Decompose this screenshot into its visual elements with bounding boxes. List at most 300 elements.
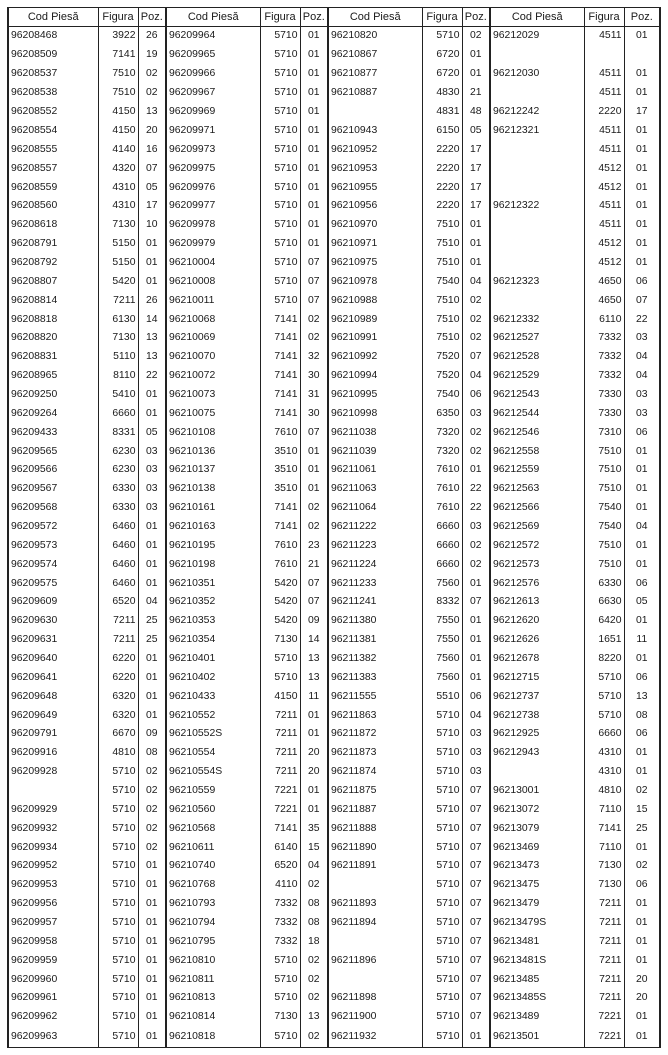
figura-cell: 5710 [98,952,138,971]
cod-piesa-cell: 96210989 [328,310,422,329]
figura-cell: 5710 [98,895,138,914]
cod-piesa-cell: 96211223 [328,537,422,556]
poz-cell: 07 [624,291,660,310]
cod-piesa-cell: 96211890 [328,838,422,857]
figura-cell: 4511 [584,197,624,216]
poz-cell: 01 [138,254,166,273]
figura-cell: 7540 [422,386,462,405]
poz-cell: 01 [300,84,328,103]
poz-cell: 07 [300,593,328,612]
cod-piesa-cell: 96212029 [490,27,584,47]
figura-cell: 4310 [584,744,624,763]
figura-cell: 6660 [98,405,138,424]
cod-piesa-cell: 96209966 [166,65,260,84]
cod-piesa-cell: 96210795 [166,933,260,952]
figura-cell: 7510 [584,555,624,574]
cod-piesa-cell: 96213485S [490,989,584,1008]
poz-cell: 02 [462,537,490,556]
cod-piesa-cell: 96210794 [166,914,260,933]
figura-cell: 7510 [422,310,462,329]
table-row [8,669,660,688]
figura-cell: 6420 [584,612,624,631]
poz-cell: 21 [462,84,490,103]
table-row [8,480,660,499]
poz-cell: 06 [462,687,490,706]
figura-cell: 4512 [584,235,624,254]
figura-cell: 7550 [422,631,462,650]
poz-cell: 19 [138,46,166,65]
poz-cell: 02 [138,65,166,84]
poz-cell: 07 [300,254,328,273]
poz-cell: 01 [624,914,660,933]
table-row [8,838,660,857]
figura-cell: 5710 [260,103,300,122]
cod-piesa-cell: 96208818 [8,310,98,329]
figura-cell: 6720 [422,65,462,84]
figura-cell: 6720 [422,46,462,65]
parts-index-table [7,7,661,1048]
poz-cell: 07 [462,348,490,367]
figura-cell: 5710 [260,27,300,47]
header-poz: Poz. [138,8,166,27]
cod-piesa-cell: 96212322 [490,197,584,216]
cod-piesa-cell: 96210811 [166,970,260,989]
poz-cell: 01 [138,952,166,971]
poz-cell: 01 [462,612,490,631]
table-row [8,801,660,820]
figura-cell: 4310 [98,178,138,197]
figura-cell: 5710 [260,235,300,254]
cod-piesa-cell: 96209572 [8,518,98,537]
cod-piesa-cell: 96211383 [328,669,422,688]
figura-cell: 7510 [422,235,462,254]
poz-cell: 04 [462,706,490,725]
poz-cell: 01 [624,27,660,47]
cod-piesa-cell: 96209963 [8,1027,98,1048]
figura-cell: 6230 [98,461,138,480]
cod-piesa-cell: 96209264 [8,405,98,424]
figura-cell: 5710 [422,989,462,1008]
cod-piesa-cell: 96209956 [8,895,98,914]
cod-piesa-cell: 96210433 [166,687,260,706]
poz-cell: 01 [624,895,660,914]
poz-cell: 01 [624,537,660,556]
cod-piesa-cell: 96211061 [328,461,422,480]
poz-cell: 09 [300,612,328,631]
figura-cell: 7540 [584,518,624,537]
poz-cell: 01 [300,801,328,820]
figura-cell: 5710 [260,46,300,65]
poz-cell: 22 [462,480,490,499]
table-row [8,612,660,631]
cod-piesa-cell: 96209979 [166,235,260,254]
poz-cell: 02 [300,1027,328,1048]
cod-piesa-cell: 96211887 [328,801,422,820]
poz-cell: 10 [138,216,166,235]
poz-cell: 06 [624,876,660,895]
cod-piesa-cell: 96209952 [8,857,98,876]
figura-cell: 5710 [98,801,138,820]
cod-piesa-cell: 96211063 [328,480,422,499]
figura-cell: 7211 [98,612,138,631]
figura-cell: 7310 [584,423,624,442]
cod-piesa-cell: 96212576 [490,574,584,593]
figura-cell: 7130 [260,1008,300,1027]
poz-cell: 13 [624,687,660,706]
table-row [8,1027,660,1048]
figura-cell: 4140 [98,141,138,160]
figura-cell: 7610 [422,461,462,480]
poz-cell: 01 [462,574,490,593]
poz-cell: 01 [462,46,490,65]
cod-piesa-cell: 96211241 [328,593,422,612]
cod-piesa-cell: 96210136 [166,442,260,461]
poz-cell: 13 [300,669,328,688]
poz-cell: 03 [624,329,660,348]
figura-cell: 5710 [98,782,138,801]
poz-cell: 01 [300,235,328,254]
cod-piesa-cell: 96210975 [328,254,422,273]
figura-cell: 7211 [584,970,624,989]
poz-cell: 05 [462,122,490,141]
table-row [8,518,660,537]
figura-cell: 5710 [584,687,624,706]
figura-cell: 7221 [260,782,300,801]
cod-piesa-cell: 96209568 [8,499,98,518]
figura-cell: 5420 [260,593,300,612]
cod-piesa-cell [328,933,422,952]
cod-piesa-cell: 96212544 [490,405,584,424]
poz-cell: 06 [462,386,490,405]
poz-cell: 07 [300,423,328,442]
figura-cell: 6220 [98,669,138,688]
poz-cell: 03 [138,461,166,480]
figura-cell: 5710 [422,27,462,47]
table-body [8,27,660,1048]
cod-piesa-cell: 96210818 [166,1027,260,1048]
poz-cell: 02 [462,27,490,47]
cod-piesa-cell: 96211875 [328,782,422,801]
cod-piesa-cell: 96209641 [8,669,98,688]
cod-piesa-cell [490,159,584,178]
cod-piesa-cell [490,141,584,160]
figura-cell: 6460 [98,537,138,556]
figura-cell: 5710 [422,895,462,914]
poz-cell: 01 [624,650,660,669]
cod-piesa-cell: 96210352 [166,593,260,612]
poz-cell: 07 [462,933,490,952]
figura-cell: 6330 [98,499,138,518]
figura-cell: 7332 [584,348,624,367]
figura-cell: 5710 [260,291,300,310]
figura-cell: 5710 [422,857,462,876]
table-row [8,876,660,895]
poz-cell: 01 [624,763,660,782]
figura-cell: 5710 [260,970,300,989]
table-row [8,27,660,47]
poz-cell: 02 [624,857,660,876]
table-row [8,178,660,197]
cod-piesa-cell: 96213079 [490,820,584,839]
cod-piesa-cell [490,216,584,235]
figura-cell: 4511 [584,141,624,160]
figura-cell: 1651 [584,631,624,650]
table-row [8,593,660,612]
figura-cell: 7110 [584,801,624,820]
table-row [8,725,660,744]
cod-piesa-cell: 96211038 [328,423,422,442]
poz-cell: 01 [300,159,328,178]
figura-cell: 5710 [260,254,300,273]
figura-cell: 2220 [422,141,462,160]
cod-piesa-cell: 96210163 [166,518,260,537]
figura-cell: 5420 [98,273,138,292]
cod-piesa-cell: 96211039 [328,442,422,461]
poz-cell: 01 [624,952,660,971]
figura-cell: 7130 [584,857,624,876]
poz-cell: 01 [624,555,660,574]
table-row [8,197,660,216]
poz-cell: 01 [624,838,660,857]
figura-cell: 6320 [98,706,138,725]
cod-piesa-cell: 96212558 [490,442,584,461]
cod-piesa-cell: 96208965 [8,367,98,386]
table-row [8,914,660,933]
poz-cell: 06 [624,423,660,442]
poz-cell: 03 [624,405,660,424]
figura-cell: 7510 [422,254,462,273]
cod-piesa-cell: 96209433 [8,423,98,442]
cod-piesa-cell: 96213485 [490,970,584,989]
cod-piesa-cell: 96208538 [8,84,98,103]
figura-cell: 2220 [422,178,462,197]
table-row [8,461,660,480]
cod-piesa-cell: 96210161 [166,499,260,518]
poz-cell: 20 [624,970,660,989]
cod-piesa-cell: 96208618 [8,216,98,235]
figura-cell: 7510 [422,291,462,310]
poz-cell: 03 [462,744,490,763]
figura-cell: 7130 [584,876,624,895]
poz-cell: 02 [300,499,328,518]
figura-cell: 7211 [584,989,624,1008]
poz-cell: 07 [300,574,328,593]
poz-cell: 22 [462,499,490,518]
figura-cell: 7141 [260,386,300,405]
figura-cell: 7141 [260,518,300,537]
cod-piesa-cell: 96210351 [166,574,260,593]
table-row [8,423,660,442]
figura-cell: 7211 [260,763,300,782]
figura-cell: 5710 [422,1008,462,1027]
figura-cell: 7211 [260,706,300,725]
poz-cell: 02 [138,801,166,820]
table-row [8,706,660,725]
figura-cell: 5420 [260,612,300,631]
poz-cell: 08 [300,914,328,933]
poz-cell: 07 [462,914,490,933]
header-figura: Figura [584,8,624,27]
poz-cell: 01 [624,122,660,141]
table-row [8,367,660,386]
poz-cell: 14 [300,631,328,650]
cod-piesa-cell: 96210956 [328,197,422,216]
figura-cell: 7211 [584,914,624,933]
poz-cell: 07 [462,820,490,839]
figura-cell: 6350 [422,405,462,424]
figura-cell: 3510 [260,461,300,480]
table-row [8,442,660,461]
poz-cell: 13 [138,103,166,122]
poz-cell: 02 [624,782,660,801]
poz-cell: 01 [138,914,166,933]
cod-piesa-cell: 96210568 [166,820,260,839]
poz-cell: 20 [300,763,328,782]
figura-cell: 3510 [260,480,300,499]
header-figura: Figura [260,8,300,27]
cod-piesa-cell: 96213481 [490,933,584,952]
figura-cell: 4150 [98,103,138,122]
cod-piesa-cell: 96212737 [490,687,584,706]
figura-cell: 7560 [422,574,462,593]
cod-piesa-cell: 96211381 [328,631,422,650]
cod-piesa-cell: 96210998 [328,405,422,424]
figura-cell: 5710 [584,706,624,725]
cod-piesa-cell: 96208814 [8,291,98,310]
cod-piesa-cell: 96213072 [490,801,584,820]
figura-cell: 4320 [98,159,138,178]
table-row [8,952,660,971]
figura-cell: 4511 [584,216,624,235]
cod-piesa-cell: 96210943 [328,122,422,141]
cod-piesa-cell: 96212546 [490,423,584,442]
poz-cell: 30 [300,405,328,424]
figura-cell: 5710 [260,65,300,84]
cod-piesa-cell: 96211863 [328,706,422,725]
cod-piesa-cell: 96210108 [166,423,260,442]
poz-cell: 01 [300,178,328,197]
figura-cell: 5710 [422,763,462,782]
poz-cell: 01 [300,122,328,141]
cod-piesa-cell: 96209649 [8,706,98,725]
figura-cell: 7141 [260,499,300,518]
cod-piesa-cell: 96212613 [490,593,584,612]
cod-piesa-cell [490,291,584,310]
cod-piesa-cell: 96211893 [328,895,422,914]
poz-cell: 04 [300,857,328,876]
cod-piesa-cell: 96210971 [328,235,422,254]
table-row [8,1008,660,1027]
poz-cell: 01 [138,1008,166,1027]
figura-cell: 5710 [98,989,138,1008]
poz-cell: 02 [138,763,166,782]
figura-cell: 8331 [98,423,138,442]
figura-cell: 7130 [260,631,300,650]
cod-piesa-cell: 96209960 [8,970,98,989]
cod-piesa-cell: 96213473 [490,857,584,876]
poz-cell: 13 [138,348,166,367]
cod-piesa-cell: 96213001 [490,782,584,801]
poz-cell: 02 [138,782,166,801]
figura-cell: 5710 [260,159,300,178]
cod-piesa-cell: 96211555 [328,687,422,706]
header-cod-piesa: Cod Piesă [166,8,260,27]
poz-cell: 01 [138,706,166,725]
figura-cell: 5710 [260,178,300,197]
poz-cell: 07 [462,1008,490,1027]
poz-cell: 07 [462,838,490,857]
table-row [8,970,660,989]
cod-piesa-cell: 96210988 [328,291,422,310]
cod-piesa-cell: 96210354 [166,631,260,650]
header-cod-piesa: Cod Piesă [328,8,422,27]
poz-cell: 02 [462,291,490,310]
poz-cell: 02 [300,876,328,895]
cod-piesa-cell: 96208820 [8,329,98,348]
poz-cell: 02 [462,555,490,574]
figura-cell: 4512 [584,159,624,178]
figura-cell: 7332 [584,329,624,348]
figura-cell: 6150 [422,122,462,141]
poz-cell: 07 [462,593,490,612]
cod-piesa-cell: 96208559 [8,178,98,197]
cod-piesa-cell: 96210552S [166,725,260,744]
figura-cell: 5710 [422,838,462,857]
cod-piesa-cell: 96208468 [8,27,98,47]
poz-cell: 06 [624,725,660,744]
poz-cell: 02 [300,970,328,989]
figura-cell: 6630 [584,593,624,612]
poz-cell: 07 [462,876,490,895]
poz-cell: 02 [138,838,166,857]
cod-piesa-cell: 96213501 [490,1027,584,1048]
cod-piesa-cell: 96208807 [8,273,98,292]
poz-cell: 23 [300,537,328,556]
cod-piesa-cell: 96212563 [490,480,584,499]
cod-piesa-cell: 96209916 [8,744,98,763]
figura-cell: 5710 [98,820,138,839]
table-row [8,84,660,103]
figura-cell: 6520 [260,857,300,876]
poz-cell: 01 [624,84,660,103]
poz-cell: 26 [138,27,166,47]
poz-cell: 01 [462,216,490,235]
poz-cell: 01 [624,461,660,480]
poz-cell: 25 [624,820,660,839]
cod-piesa-cell: 96211380 [328,612,422,631]
figura-cell: 4650 [584,291,624,310]
poz-cell: 01 [138,235,166,254]
poz-cell: 11 [624,631,660,650]
cod-piesa-cell: 96212559 [490,461,584,480]
cod-piesa-cell: 96210994 [328,367,422,386]
cod-piesa-cell: 96212925 [490,725,584,744]
table-row [8,857,660,876]
cod-piesa-cell: 96210072 [166,367,260,386]
figura-cell: 4810 [584,782,624,801]
table-row [8,46,660,65]
poz-cell: 03 [462,518,490,537]
header-poz: Poz. [624,8,660,27]
poz-cell: 01 [300,725,328,744]
table-row [8,310,660,329]
figura-cell: 4310 [584,763,624,782]
cod-piesa-cell: 96211382 [328,650,422,669]
cod-piesa-cell: 96210813 [166,989,260,1008]
figura-cell: 7560 [422,669,462,688]
figura-cell: 5710 [98,763,138,782]
cod-piesa-cell: 96209958 [8,933,98,952]
